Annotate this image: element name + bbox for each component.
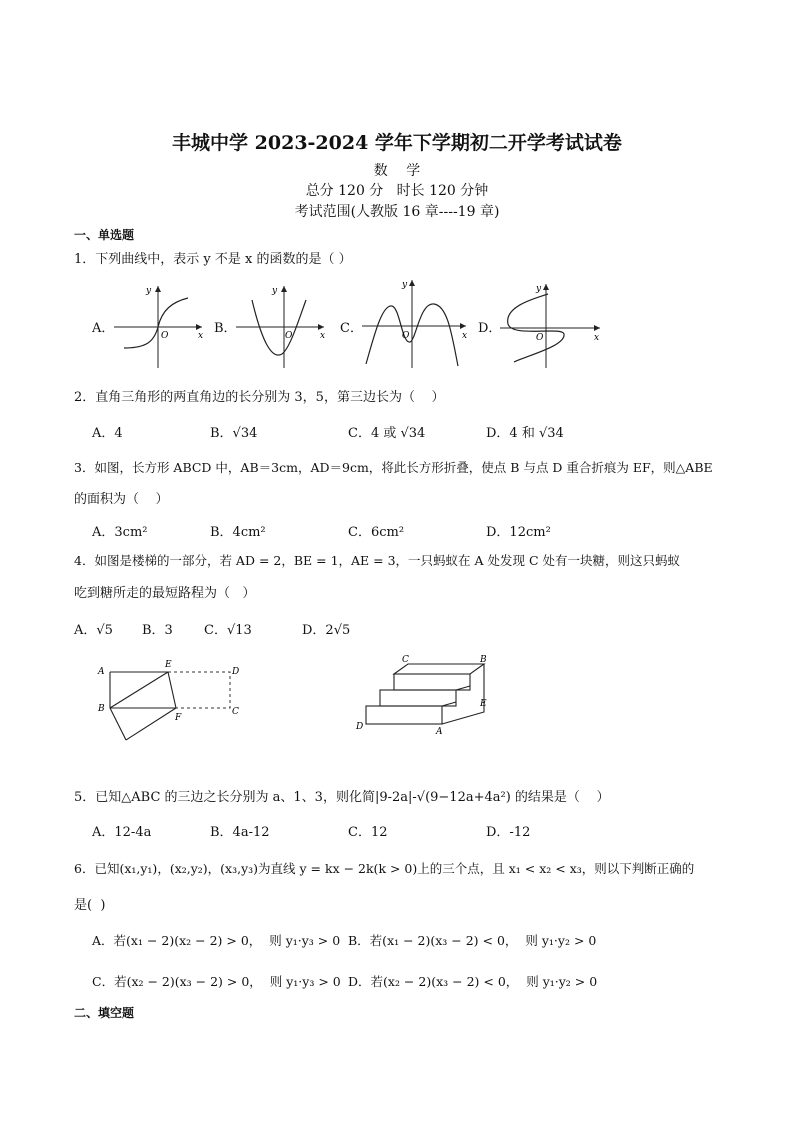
q3-option-d: D．12cm² (486, 525, 551, 540)
x-arrow (594, 325, 600, 331)
q6-option-d: D．若(x₂ − 2)(x₃ − 2) < 0， 则 y₁·y₂ > 0 (348, 974, 598, 989)
question-6-stem-line-1: 6．已知(x₁,y₁)，(x₂,y₂)，(x₃,y₃)为直线 y = kx − 2k(k > 0)上的三个点，且 x₁ < x₂ < x₃，则以下判断正确的 (74, 861, 695, 876)
question-3-stem-line-2: 的面积为（ ） (74, 492, 169, 507)
curve (124, 298, 188, 348)
label-D: D (232, 667, 240, 677)
label-E: E (480, 699, 487, 709)
y-label: y (272, 286, 278, 296)
label-D: D (356, 722, 364, 732)
question-2-stem: 2．直角三角形的两直角边的长分别为 3，5，第三边长为（ ） (74, 390, 445, 405)
y-label: y (402, 280, 408, 290)
x-label: x (594, 333, 600, 343)
q2-option-d: D．4 和 √34 (486, 426, 564, 441)
question-4-stem-line-2: 吃到糖所走的最短路程为（ ） (74, 586, 256, 601)
q5-option-a: A．12-4a (92, 825, 152, 840)
step-2-front (380, 690, 456, 706)
q6-option-a: A．若(x₁ − 2)(x₂ − 2) > 0， 则 y₁·y₃ > 0 (92, 933, 341, 948)
q2-option-c: C．4 或 √34 (348, 426, 426, 441)
q1-graph-b (232, 282, 328, 372)
y-arrow (155, 286, 161, 292)
q1-option-a-label: A． (92, 321, 115, 336)
y-label: y (146, 286, 152, 296)
x-label: x (198, 331, 204, 341)
q5-option-b: B．4a-12 (210, 825, 270, 840)
x-label: x (462, 331, 468, 341)
question-5-stem: 5．已知△ABC 的三边之长分别为 a、1、3，则化简|9-2a|-√(9−12a+4a²) 的结果是（ ） (74, 790, 610, 805)
label-C: C (402, 655, 409, 665)
origin-label: O (285, 331, 293, 341)
segment-EF (168, 672, 176, 708)
section-heading-single-choice: 一、单选题 (74, 228, 135, 242)
q3-option-a: A．3cm² (92, 525, 148, 540)
question-1-stem: 1．下列曲线中，表示 y 不是 x 的函数的是（ ） (74, 252, 352, 267)
q1-graph-a (110, 282, 206, 372)
q2-option-b: B．√34 (210, 426, 258, 441)
y-arrow (543, 284, 549, 290)
dashed-folded-part (168, 672, 230, 708)
label-B: B (480, 655, 487, 665)
q1-option-c-label: C． (340, 321, 363, 336)
y-arrow (409, 280, 415, 286)
x-arrow (196, 324, 202, 330)
question-3-stem-line-1: 3．如图，长方形 ABCD 中，AB＝3cm，AD＝9cm，将此长方形折叠，使点 B 与点 D 重合折痕为 EF，则△ABE (74, 460, 713, 475)
section-heading-fill-blank: 二、填空题 (74, 1006, 135, 1020)
step-3-front (394, 674, 470, 690)
top-face (394, 664, 484, 674)
q4-option-a: A．√5 (74, 623, 113, 638)
right-side (442, 664, 484, 724)
score-time-line: 总分 120 分 时长 120 分钟 (305, 183, 489, 199)
q5-option-c: C．12 (348, 825, 388, 840)
y-label: y (536, 284, 542, 294)
riser-edge-1 (442, 702, 456, 706)
segment-BE (110, 672, 168, 708)
label-A: A (436, 727, 443, 737)
q1-graph-c (358, 276, 470, 372)
exam-scope-line: 考试范围(人教版 16 章----19 章) (294, 204, 500, 220)
exam-title: 丰城中学 2023-2024 学年下学期初二开学考试试卷 (172, 132, 622, 154)
q1-option-d-label: D． (478, 321, 502, 336)
step-1-front (366, 706, 442, 724)
x-arrow (460, 323, 466, 329)
x-label: x (320, 331, 326, 341)
q3-option-c: C．6cm² (348, 525, 405, 540)
segment-B-fold (110, 708, 126, 740)
label-A: A (98, 667, 105, 677)
label-F: F (175, 713, 182, 723)
q3-option-b: B．4cm² (210, 525, 266, 540)
question-4-stem-line-1: 4．如图是楼梯的一部分，若 AD = 2，BE = 1，AE = 3，一只蚂蚁在 A 处发现 C 处有一块糖，则这只蚂蚁 (74, 553, 681, 568)
label-B: B (98, 704, 105, 714)
q1-graph-d (496, 280, 606, 372)
y-arrow (281, 286, 287, 292)
label-E: E (165, 660, 172, 670)
subject-line: 数 学 (373, 163, 421, 179)
origin-label: O (536, 333, 544, 343)
origin-label: O (402, 331, 410, 341)
riser-edge-2 (456, 686, 470, 690)
x-arrow (318, 324, 324, 330)
q2-option-a: A．4 (92, 426, 123, 441)
figure-folded-rectangle (92, 654, 252, 746)
question-6-stem-line-2: 是( ) (74, 898, 106, 913)
q4-option-b: B．3 (142, 623, 173, 638)
q6-option-b: B．若(x₁ − 2)(x₃ − 2) < 0， 则 y₁·y₂ > 0 (348, 933, 597, 948)
label-C: C (232, 707, 239, 717)
origin-label: O (161, 331, 169, 341)
figure-stairs (350, 654, 500, 740)
q1-option-b-label: B． (214, 321, 237, 336)
curve (252, 300, 306, 355)
q5-option-d: D．-12 (486, 825, 531, 840)
q4-option-c: C．√13 (204, 623, 252, 638)
q6-option-c: C．若(x₂ − 2)(x₃ − 2) > 0， 则 y₁·y₃ > 0 (92, 974, 341, 989)
segment-fold-F (126, 708, 176, 740)
q4-option-d: D．2√5 (302, 623, 351, 638)
